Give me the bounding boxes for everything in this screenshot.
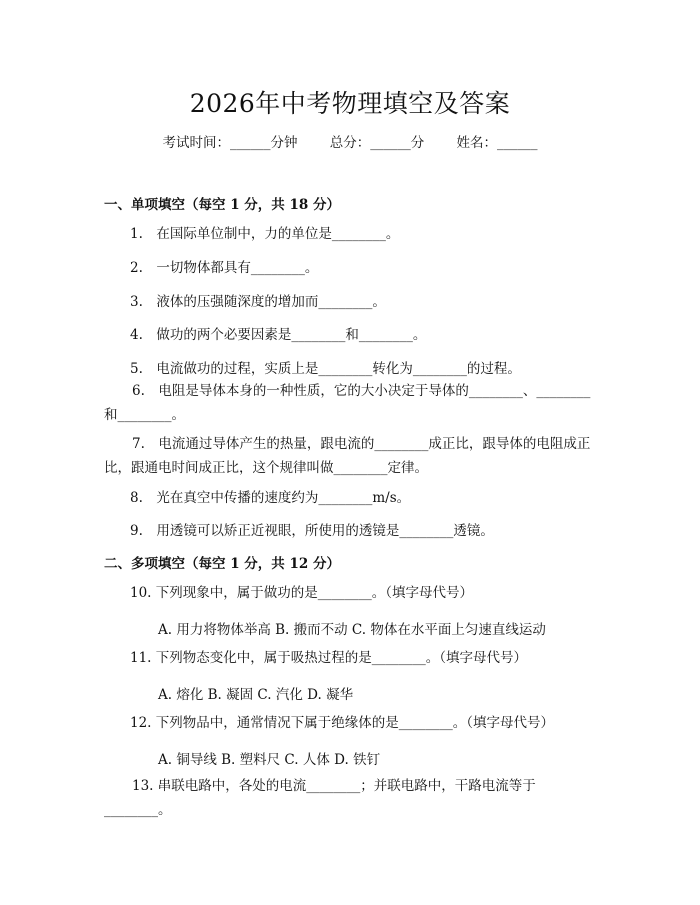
question-8: 8. 光在真空中传播的速度约为________m/s。: [130, 490, 411, 506]
question-12-options: A. 铜导线 B. 塑料尺 C. 人体 D. 铁钉: [158, 752, 381, 768]
page-title: 2026年中考物理填空及答案: [189, 89, 511, 118]
total-score-field: 总分：______分: [329, 135, 425, 151]
question-10: 10. 下列现象中，属于做功的是________。（填字母代号）: [130, 585, 474, 601]
exam-time-field: 考试时间：______分钟: [162, 135, 298, 151]
question-7: 7. 电流通过导体产生的热量，跟电流的________成正比，跟导体的电阻成正比，跟通电时间成正比，这个规律叫做________定律。: [104, 436, 591, 476]
question-10-options: A. 用力将物体举高 B. 搬而不动 C. 物体在水平面上匀速直线运动: [158, 622, 546, 638]
question-13: 13. 串联电路中，各处的电流________；并联电路中，干路电流等于________。: [104, 778, 536, 818]
question-9: 9. 用透镜可以矫正近视眼，所使用的透镜是________透镜。: [130, 523, 494, 539]
exam-meta: [0, 131, 700, 151]
question-12: 12. 下列物品中，通常情况下属于绝缘体的是________。（填字母代号）: [130, 715, 555, 731]
question-6: 6. 电阻是导体本身的一种性质，它的大小决定于导体的________、________和________。: [104, 383, 591, 423]
student-name-field: 姓名：______: [456, 135, 538, 151]
section-heading-single: 一、单项填空（每空 1 分，共 18 分）: [104, 197, 340, 213]
question-11-options: A. 熔化 B. 凝固 C. 汽化 D. 凝华: [158, 687, 354, 703]
section-heading-multiple: 二、多项填空（每空 1 分，共 12 分）: [104, 556, 340, 572]
question-3: 3. 液体的压强随深度的增加而________。: [130, 294, 386, 310]
question-11: 11. 下列物态变化中，属于吸热过程的是________。（填字母代号）: [130, 650, 528, 666]
question-1: 1. 在国际单位制中，力的单位是________。: [130, 226, 400, 242]
question-5: 5. 电流做功的过程，实质上是________转化为________的过程。: [130, 361, 521, 377]
question-4: 4. 做功的两个必要因素是________和________。: [130, 327, 427, 343]
question-2: 2. 一切物体都具有________。: [130, 260, 319, 276]
